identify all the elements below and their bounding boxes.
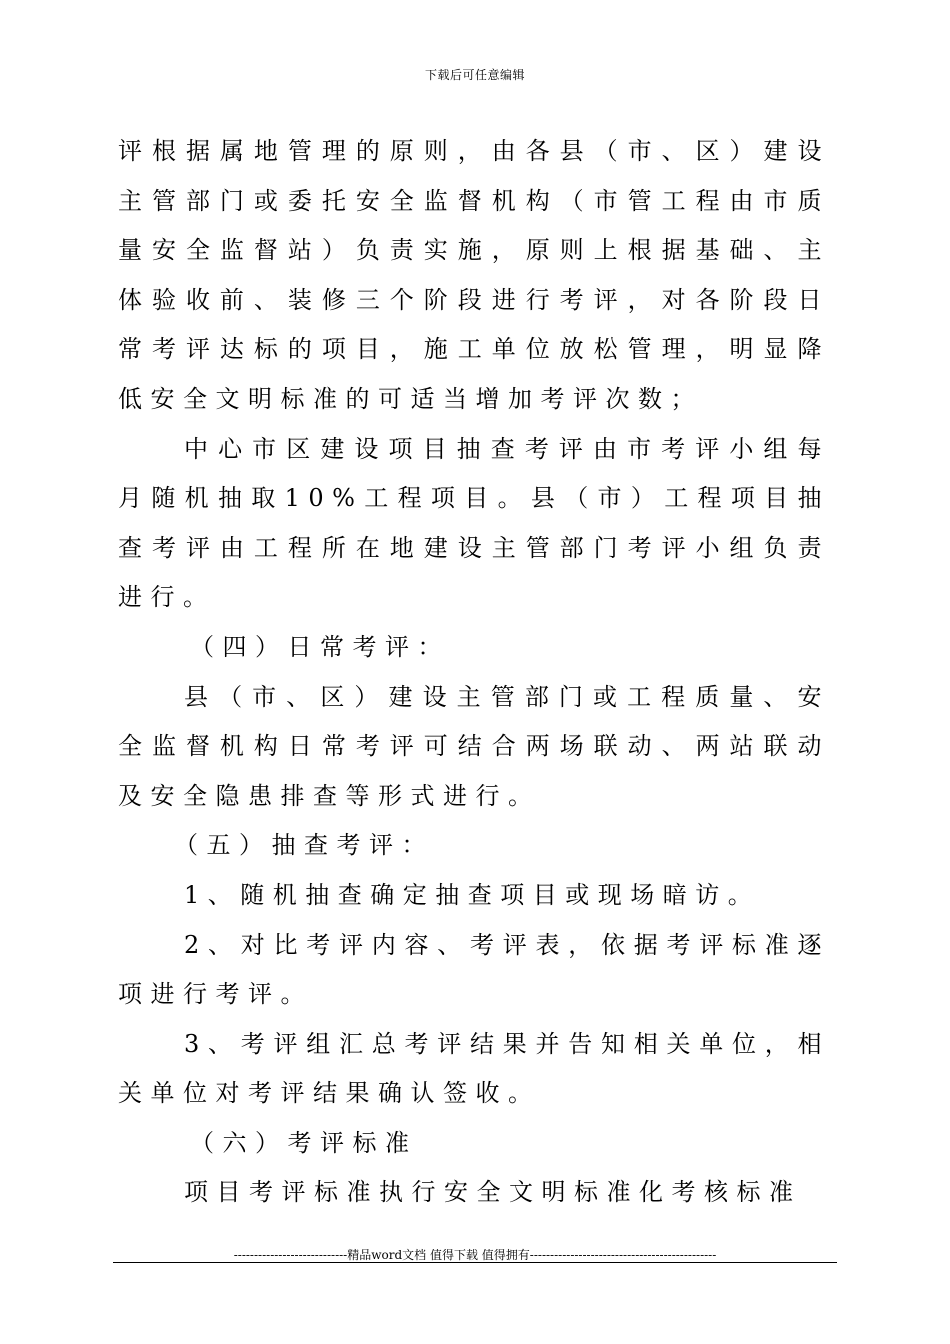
document-body bbox=[118, 127, 830, 1218]
list-item-1: 1、随机抽查确定抽查项目或现场暗访。 bbox=[184, 880, 761, 909]
paragraph-2: 中心市区建设项目抽查考评由市考评小组每月随机抽取10%工程项目。县（市）工程项目抽查考评由工程所在地建设主管部门考评小组负责进行。 bbox=[118, 434, 830, 612]
section-heading-6: （六）考评标准 bbox=[190, 1128, 418, 1157]
footer-rule bbox=[113, 1262, 837, 1263]
paragraph-1: 评根据属地管理的原则，由各县（市、区）建设主管部门或委托安全监督机构（市管工程由市质量安全监督站）负责实施，原则上根据基础、主体验收前、装修三个阶段进行考评，对各阶段日常考评达标的项目，施工单位放松管理，明显降低安全文明标准的可适当增加考评次数； bbox=[118, 137, 830, 413]
page-header: 下载后可任意编辑 bbox=[424, 68, 525, 82]
paragraph-3: 县（市、区）建设主管部门或工程质量、安全监督机构日常考评可结合两场联动、两站联动及安全隐患排查等形式进行。 bbox=[118, 682, 830, 810]
section-heading-4: （四）日常考评： bbox=[190, 632, 450, 661]
list-item-2: 2、对比考评内容、考评表，依据考评标准逐项进行考评。 bbox=[118, 930, 830, 1009]
list-item-3: 3、考评组汇总考评结果并告知相关单位，相关单位对考评结果确认签收。 bbox=[118, 1029, 830, 1108]
page-footer: ----------------------------精品word文档 值得下载 值得拥有---------------------------------------------- bbox=[233, 1248, 717, 1262]
section-heading-5: （五）抽查考评： bbox=[174, 831, 434, 860]
paragraph-4: 项目考评标准执行安全文明标准化考核标准 bbox=[184, 1178, 802, 1207]
